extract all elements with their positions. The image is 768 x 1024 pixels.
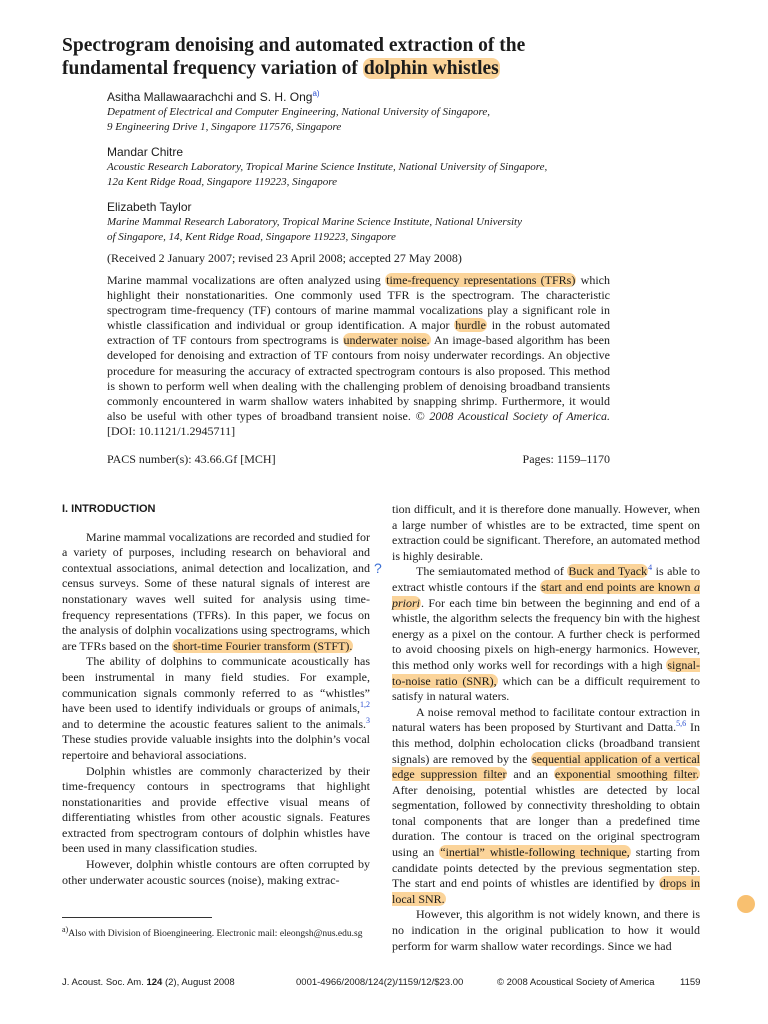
highlight: time-frequency representations (TFRs) [386, 273, 576, 287]
highlight: sequential application of a vertical edge suppression filter [392, 751, 700, 782]
section-heading: I. INTRODUCTION [62, 503, 156, 515]
paragraph: Marine mammal vocalizations are recorded and studied for a variety of purposes, including research on behavioral and contextual associations, animal detection and localization, and census surveys. Some of these natural signals of interest are nonstationary waves well suited for analysis using time-frequency representations (TFRs). In this paper, we focus on the analysis of dolphin vocalizations using spectrograms, which are TFRs based on the short-time Fourier transform (STFT). [62, 529, 370, 653]
paragraph: However, this algorithm is not widely known, and there is no indication in the original publication to how it would perform for warm shallow water recordings. Since we had [392, 907, 700, 953]
highlight: start and end points are known a priori [392, 579, 701, 610]
highlight: Buck and Tyack [568, 564, 648, 579]
title-line-1: Spectrogram denoising and automated extraction of the [62, 35, 526, 56]
authors-block [107, 89, 627, 254]
title-highlight: dolphin whistles [363, 58, 499, 79]
left-column [62, 502, 370, 888]
footnote-text: Also with Division of Bioengineering. Electronic mail: eleongsh@nus.edu.sg [68, 929, 363, 939]
author-footnote-ref[interactable]: a) [312, 89, 320, 98]
paragraph: The semiautomated method of Buck and Tyack$^4$ is able to extract whistle contours if the start and end points are known a priori. For each time bin between the beginning and end of a whistle, the algorithm selects the frequency bin with the highest energy as a pixel on the contour. A further check is performed to avoid choosing pixels on high-energy harmonics. However, this method only works well for recordings with a high signal-to-noise ratio (SNR), which can be a difficult requirement to satisfy in natural waters. [392, 563, 701, 704]
highlight: hurdle [455, 318, 486, 333]
pacs-row [107, 452, 610, 467]
footnote-divider [62, 917, 212, 918]
citation-ref[interactable]: 4 [648, 563, 653, 573]
footer-code: 0001-4966/2008/124(2)/1159/12/$23.00 [296, 977, 464, 988]
paragraph: The ability of dolphins to communicate acoustically has been instrumental in many field studies. For example, communication signals commonly referred to as “whistles” have been used to identify individuals or groups of animals,$^{1,2}$ and to determine the acoustic features salient to the animals.$^3$ These studies provide valuable insights into the dolphin’s vocal repertoire and behavioral associations. [62, 654, 370, 762]
page-number: 1159 [680, 977, 701, 988]
paper-title [62, 34, 722, 80]
abstract-copyright: © 2008 Acoustical Society of America. [415, 408, 610, 423]
author-name: Elizabeth Taylor [107, 200, 192, 214]
title-text: fundamental frequency variation of [62, 58, 363, 79]
affiliation-line: Marine Mammal Research Laboratory, Tropical Marine Science Institute, National University [107, 216, 522, 228]
highlight: signal-to-noise ratio (SNR), [392, 657, 700, 688]
footnote [62, 924, 372, 941]
paragraph: However, dolphin whistle contours are often corrupted by other underwater acoustic sources (noise), making extrac- [62, 857, 370, 887]
footer-copyright: © 2008 Acoustical Society of America [497, 977, 655, 988]
title-line-2 [62, 57, 722, 80]
citation-ref[interactable]: 3 [366, 715, 370, 725]
paragraph: tion difficult, and it is therefore done manually. However, when a large number of whistles are to be extracted, time spent on extraction could be significant. Therefore, an automated method is highly desirable. [392, 502, 700, 563]
paragraph: A noise removal method to facilitate contour extraction in natural waters has been proposed by Sturtivant and Datta.$^{5,6}$ In this method, dolphin echolocation clicks (broadband transient signals) are removed by the sequential application of a vertical edge suppression filter and an exponential smoothing filter. After denoising, potential whistles are detected by local segmentation, followed by connectivity thresholding to obtain tonal components that are longer than a predefined time duration. The contour is traced on the original spectrogram using an “inertial” whistle-following technique, starting from candidate points detected by the previous segmentation step. The start and end points of whistles are identified by drops in local SNR. [392, 704, 701, 906]
affiliation-line: of Singapore, 14, Kent Ridge Road, Singapore 119223, Singapore [107, 230, 396, 243]
affiliation-line: Depatment of Electrical and Computer Engineering, National University of Singapore, [107, 106, 491, 118]
footer-journal: J. Acoust. Soc. Am. 124 (2), August 2008 [62, 977, 235, 988]
author-1 [107, 89, 627, 134]
highlight: exponential smoothing filter. [554, 767, 700, 782]
received-dates: (Received 2 January 2007; revised 23 April 2008; accepted 27 May 2008) [107, 251, 462, 265]
author-2 [107, 144, 627, 189]
highlight: drops in local SNR. [392, 876, 700, 906]
highlight: short-time Fourier transform (STFT). [173, 638, 353, 653]
author-name: Mandar Chitre [107, 145, 184, 159]
highlight: underwater noise. [343, 333, 430, 348]
affiliation-line: 9 Engineering Drive 1, Singapore 117576, Singapore [107, 120, 342, 133]
affiliation-line: 12a Kent Ridge Road, Singapore 119223, Singapore [107, 175, 337, 188]
page-range: Pages: 1159–1170 [522, 452, 610, 466]
author-name: Asitha Mallawaarachchi and S. H. Ong [107, 90, 313, 104]
pacs-numbers: PACS number(s): 43.66.Gf [MCH] [107, 452, 276, 466]
annotation-question-mark: ? [374, 560, 382, 576]
author-3 [107, 199, 627, 244]
affiliation-line: Acoustic Research Laboratory, Tropical Marine Science Institute, National University of Singapore, [107, 161, 548, 173]
citation-ref[interactable]: 1,2 [360, 700, 370, 710]
abstract: Marine mammal vocalizations are often analyzed using time-frequency representations (TFRs) which highlight their nonstationarities. One commonly used TFR is the spectrogram. The characteristic spectrogram time-frequency (TF) contours of marine mammal vocalizations play a significant role in whistle classification and individual or group identification. A major hurdle in the robust automated extraction of TF contours from spectrograms is underwater noise. An image-based algorithm has been developed for denoising and extraction of TF contours from noisy underwater recordings. An objective procedure for measuring the accuracy of extracted spectrogram contours is also proposed. This method is shown to perform well when dealing with the challenging problem of denoising broadband transients commonly encountered in warm shallow waters inhabited by snapping shrimp. Furthermore, it would also be useful with other types of broadband transient noise. © 2008 Acoustical Society of America. [DOI: 10.1121/1.2945711] [107, 273, 611, 438]
highlight: “inertial” whistle-following technique, [440, 845, 630, 860]
right-column [392, 502, 700, 954]
paragraph: Dolphin whistles are commonly characterized by their time-frequency contours in spectrograms that highlight nonstationarities and provide effective visual means of differentiating whistles from other acoustic signals. Features extracted from spectrogram contours of dolphin whistles have been used in many classification studies. [62, 763, 370, 856]
annotation-dot [737, 895, 755, 913]
footnote-marker: a) [62, 924, 69, 934]
citation-ref[interactable]: 5,6 [676, 719, 687, 729]
doi-link[interactable]: [DOI: 10.1121/1.2945711] [107, 423, 236, 438]
